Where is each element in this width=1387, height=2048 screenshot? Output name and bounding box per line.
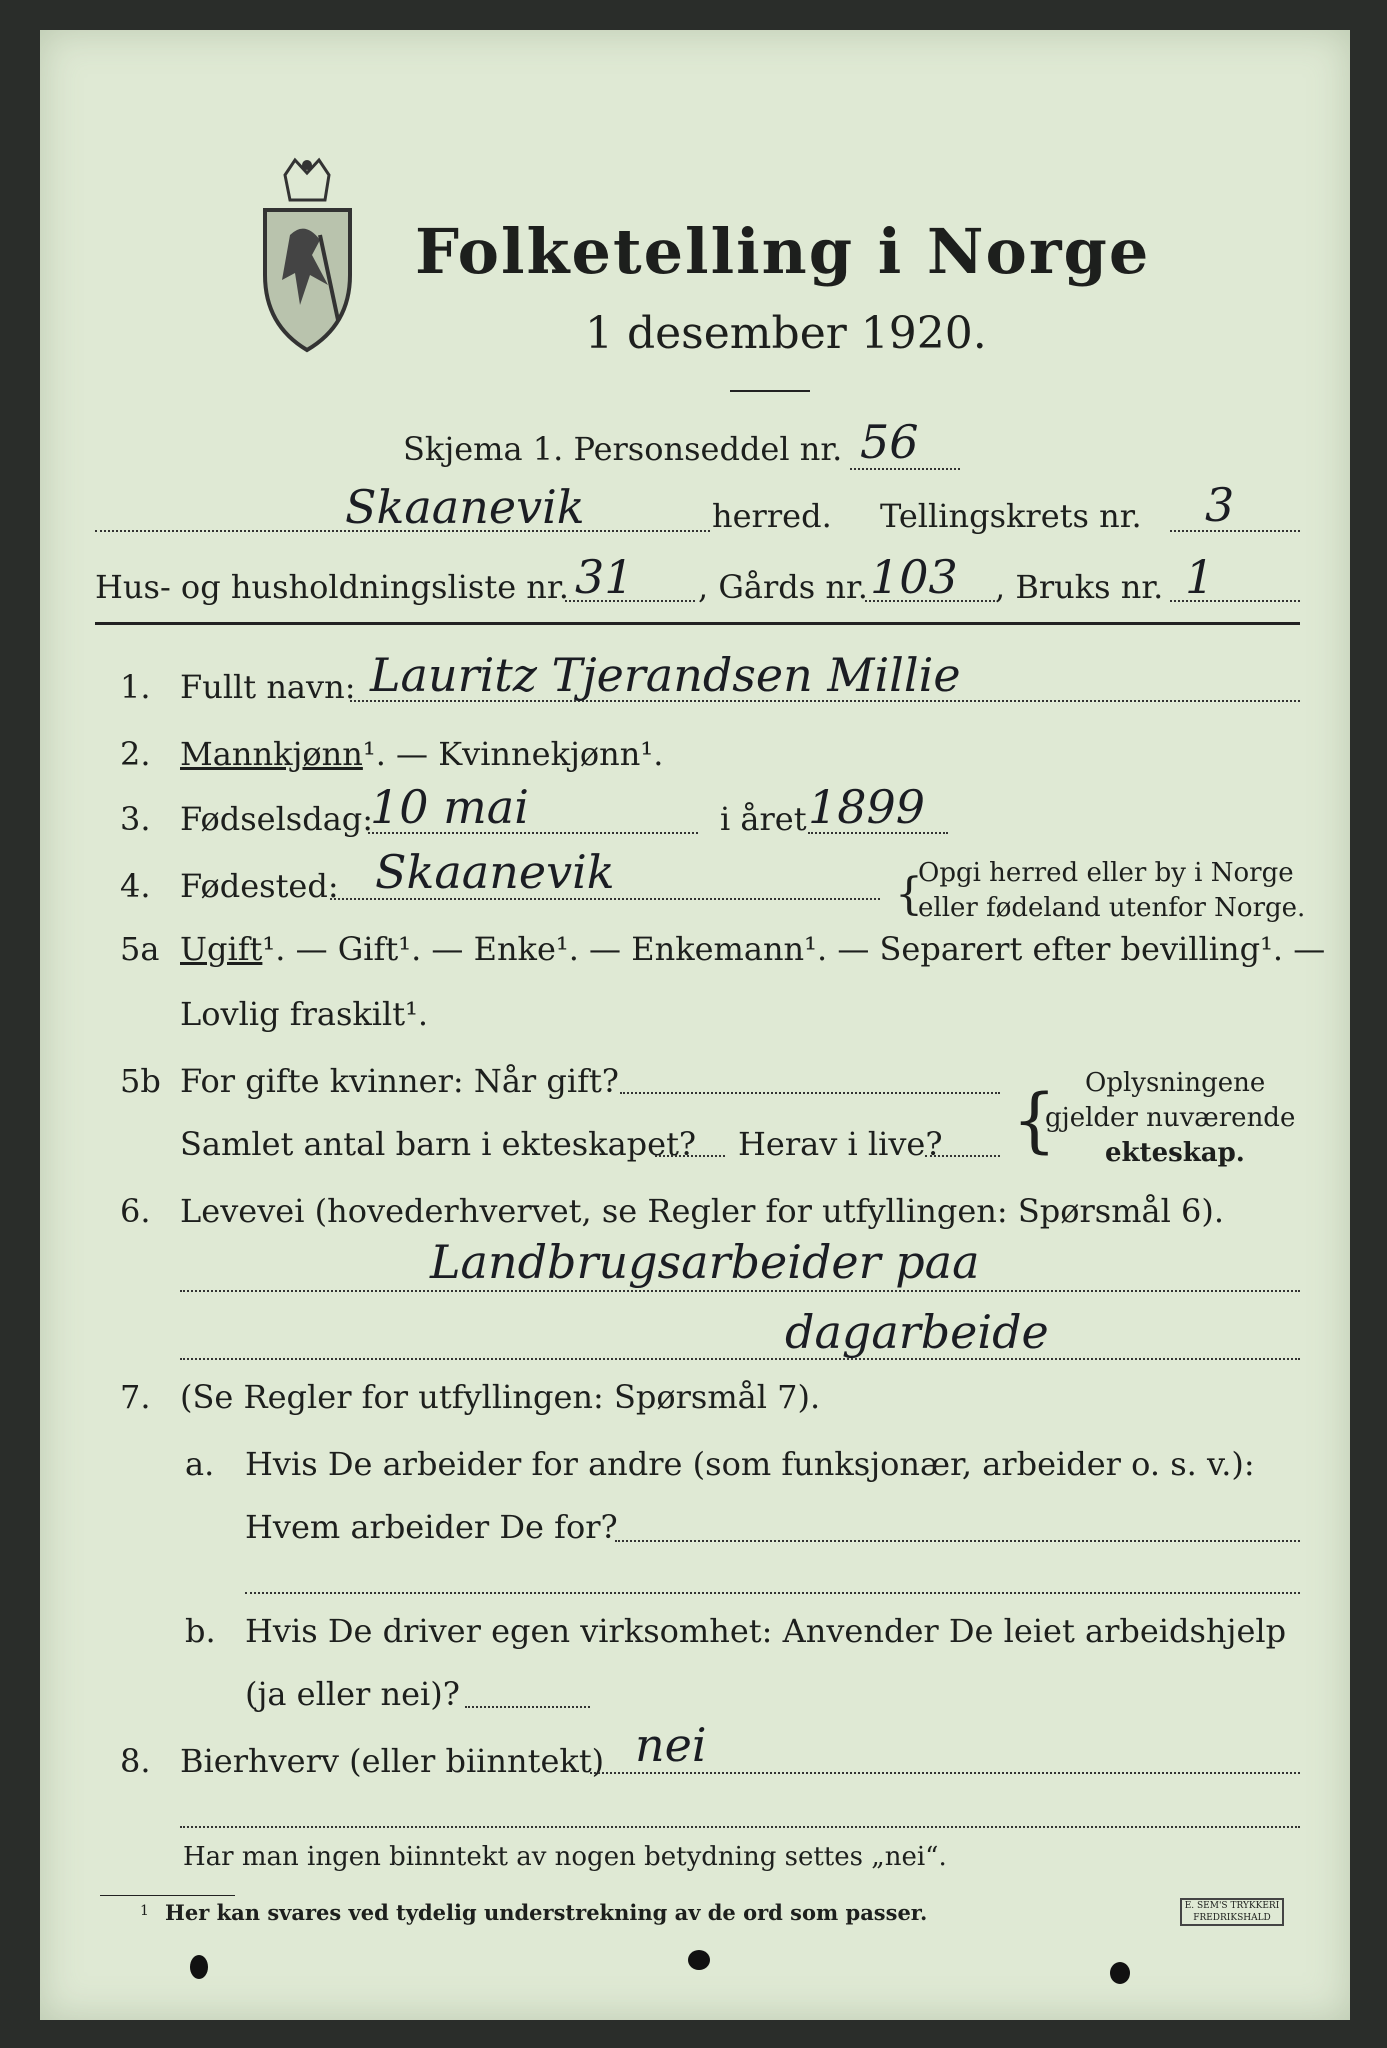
footnote-divider — [100, 1895, 235, 1896]
q5b-married-line — [620, 1092, 1000, 1094]
q3-label: Fødselsdag: — [180, 800, 374, 838]
q7a-line1: Hvis De arbeider for andre (som funksjonær, arbeider o. s. v.): — [245, 1445, 1255, 1483]
q2-rest: ¹. — Kvinnekjønn¹. — [362, 735, 664, 773]
header-divider — [95, 622, 1300, 625]
q5b-alive-line — [925, 1155, 1000, 1157]
q7b-line — [465, 1706, 590, 1708]
q8-label: Bierhverv (eller biinntekt) — [180, 1742, 605, 1780]
q5b-brace: { — [1012, 1079, 1057, 1161]
q5b-number: 5b — [120, 1062, 161, 1100]
q8-number: 8. — [120, 1742, 151, 1780]
q4-number: 4. — [120, 867, 151, 905]
form-title: Folketelling i Norge — [415, 215, 1151, 288]
norway-coat-of-arms-icon — [250, 155, 365, 355]
q7-number: 7. — [120, 1378, 151, 1416]
q5a-text — [180, 930, 1325, 968]
bruks-label: , Bruks nr. — [995, 568, 1164, 606]
occupation-value-line2: dagarbeide — [785, 1305, 1049, 1359]
q5b-line1: For gifte kvinner: Når gift? — [180, 1062, 619, 1100]
q6-number: 6. — [120, 1192, 151, 1230]
liste-label: Hus- og husholdningsliste nr. — [95, 568, 569, 606]
q5a-rest: ¹. — Gift¹. — Enke¹. — Enkemann¹. — Separert efter bevilling¹. — — [262, 930, 1326, 968]
q5b-note2: gjelder nuværende — [1045, 1103, 1296, 1133]
birth-day-value: 10 mai — [370, 780, 529, 834]
q4-label: Fødested: — [180, 867, 339, 905]
footnote-text: Her kan svares ved tydelig understrekning av de ord som passer. — [165, 1900, 928, 1925]
q7a-employer-line1 — [615, 1540, 1300, 1542]
q3-year-label: i året — [720, 800, 807, 838]
q7b-line1: Hvis De driver egen virksomhet: Anvender De leiet arbeidshjelp — [245, 1612, 1287, 1650]
q2-number: 2. — [120, 735, 151, 773]
note-nei: Har man ingen biinntekt av nogen betydning settes „nei“. — [183, 1842, 947, 1872]
q1-label: Fullt navn: — [180, 668, 356, 706]
marital-unmarried-underlined: Ugift — [180, 930, 263, 968]
q7b-letter: b. — [185, 1612, 216, 1650]
q6-line1 — [180, 1290, 1300, 1292]
q8-line1 — [590, 1772, 1300, 1774]
q4-brace: { — [895, 869, 923, 920]
q5a-line2: Lovlig fraskilt¹. — [180, 995, 429, 1033]
tellingskrets-line — [1170, 530, 1300, 532]
liste-value: 31 — [575, 550, 634, 604]
printer-stamp — [1180, 1898, 1284, 1926]
q1-number: 1. — [120, 668, 151, 706]
q6-label: Levevei (hovederhvervet, se Regler for utfyllingen: Spørsmål 6). — [180, 1192, 1225, 1230]
q5b-alive-label: Herav i live? — [738, 1125, 943, 1163]
birthplace-value: Skaanevik — [375, 845, 615, 899]
schema-label: Skjema 1. Personseddel nr. — [403, 430, 843, 468]
bruks-value: 1 — [1185, 550, 1215, 604]
q5b-note1: Oplysningene — [1085, 1068, 1266, 1098]
q7a-line2: Hvem arbeider De for? — [245, 1508, 618, 1546]
gender-male-underlined: Mannkjønn — [180, 735, 363, 773]
footnote-marker: 1 — [140, 1903, 149, 1919]
herred-value: Skaanevik — [345, 480, 585, 534]
q6-line2 — [180, 1358, 1300, 1360]
q3-number: 3. — [120, 800, 151, 838]
birth-year-value: 1899 — [808, 780, 926, 834]
q5b-children-label: Samlet antal barn i ekteskapet? — [180, 1125, 697, 1163]
tellingskrets-label: Tellingskrets nr. — [880, 497, 1142, 535]
q8-line2 — [180, 1826, 1300, 1828]
q5b-children-line — [655, 1155, 725, 1157]
q5b-note3: ekteskap. — [1105, 1138, 1245, 1168]
gards-value: 103 — [870, 550, 958, 604]
ink-blot-left — [190, 1955, 208, 1979]
herred-label: herred. — [712, 497, 832, 535]
title-divider — [730, 390, 810, 392]
ink-blot-center — [688, 1950, 710, 1970]
q5a-number: 5a — [120, 930, 160, 968]
full-name-value: Lauritz Tjerandsen Millie — [370, 648, 961, 702]
ink-blot-right — [1110, 1962, 1130, 1984]
occupation-value-line1: Landbrugsarbeider paa — [430, 1235, 980, 1289]
q7a-letter: a. — [185, 1445, 215, 1483]
q4-note-line2: eller fødeland utenfor Norge. — [918, 893, 1306, 923]
q7a-employer-line2 — [245, 1592, 1300, 1594]
personseddel-nr-value: 56 — [860, 415, 919, 469]
printer-stamp-text: E. SEM'S TRYKKERI FREDRIKSHALD — [1184, 1901, 1280, 1923]
census-date: 1 desember 1920. — [585, 308, 987, 359]
gards-label: , Gårds nr. — [698, 568, 868, 606]
q4-note-line1: Opgi herred eller by i Norge — [918, 858, 1294, 888]
q7b-line2: (ja eller nei)? — [245, 1675, 460, 1713]
tellingskrets-value: 3 — [1205, 478, 1235, 532]
q7-label: (Se Regler for utfyllingen: Spørsmål 7). — [180, 1378, 821, 1416]
q2-text — [180, 735, 663, 773]
side-income-value: nei — [635, 1718, 707, 1772]
